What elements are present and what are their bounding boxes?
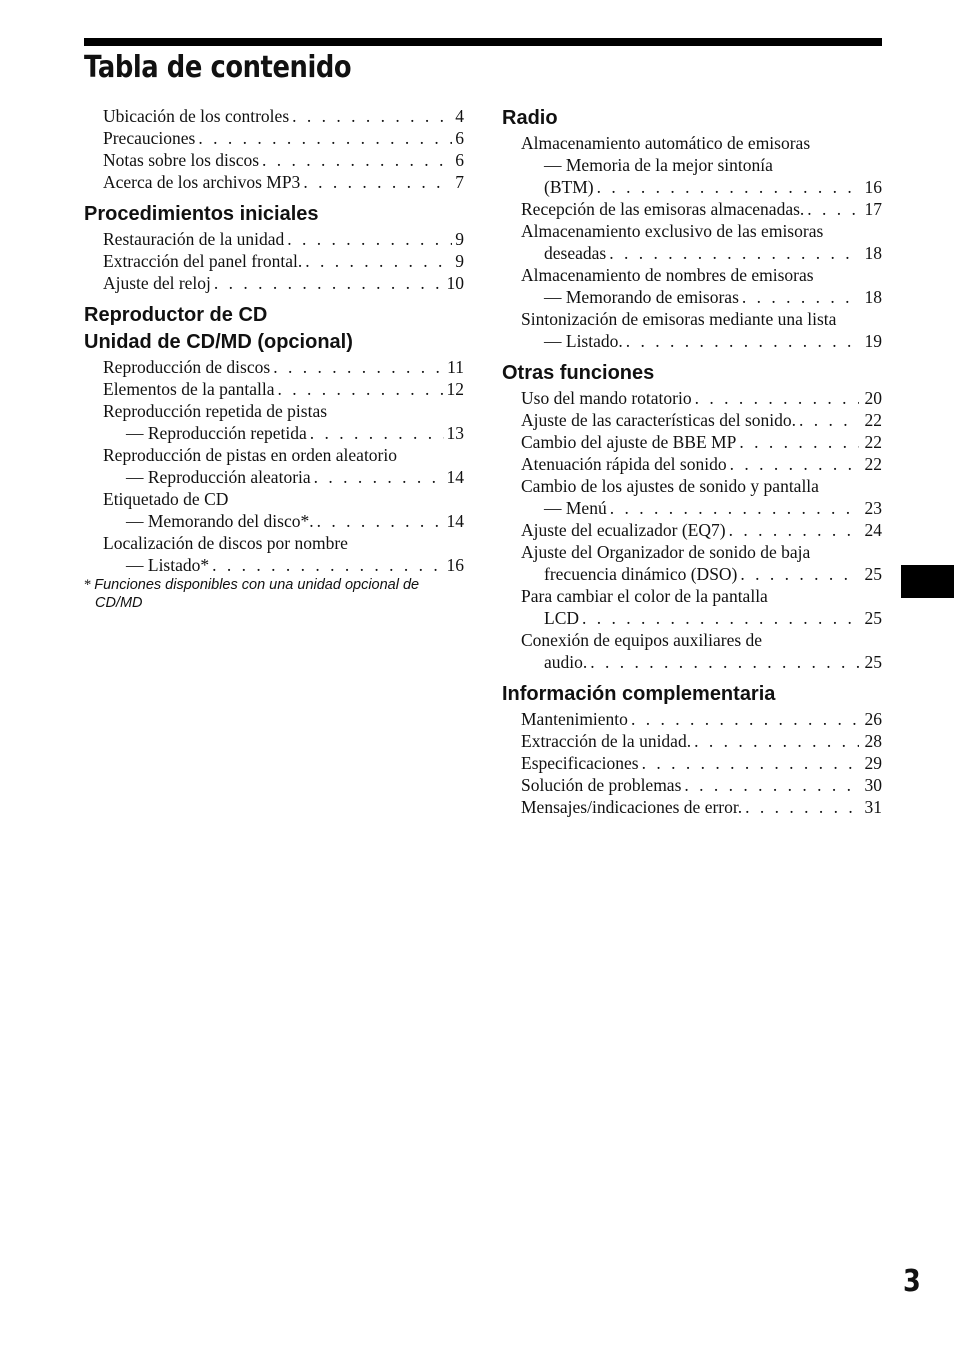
footnote-text: CD/MD [95, 595, 143, 611]
toc-entry[interactable]: Ubicación de los controles . . . 4 [103, 105, 464, 127]
page-ref: 7 [455, 172, 464, 192]
procedimientos-entries [84, 228, 464, 294]
page-ref: 14 [446, 511, 464, 531]
toc-entry[interactable]: Extracción del panel frontal. . . . 9 [103, 250, 464, 272]
toc-entry[interactable]: Ajuste del ecualizador (EQ7) . . . 24 [521, 519, 882, 541]
page-ref: 22 [864, 410, 882, 430]
toc-entry[interactable]: Ajuste del Organizador de sonido de baja frecuencia dinámico (DSO) . . . 25 [521, 541, 882, 585]
title-rule [84, 38, 882, 46]
toc-entry[interactable]: Especificaciones . . . 29 [521, 752, 882, 774]
page-ref: 6 [455, 128, 464, 148]
section-heading-otras-funciones: Otras funciones [502, 362, 655, 384]
otras-entries [502, 387, 882, 673]
section-heading-informacion: Información complementaria [502, 683, 776, 705]
page-ref: 16 [864, 177, 882, 197]
heading-line: Reproductor de CD [84, 304, 268, 326]
reproductor-entries [84, 356, 464, 576]
toc-entry[interactable]: Ajuste del reloj . . . 10 [103, 272, 464, 294]
page-ref: 28 [864, 731, 882, 751]
footnote [84, 576, 464, 612]
toc-entry[interactable]: Almacenamiento de nombres de emisoras — Memorando de emisoras . . . 18 [521, 264, 882, 308]
page-ref: 25 [864, 608, 882, 628]
section-tab-marker [901, 565, 954, 598]
page-ref: 12 [446, 379, 464, 399]
page-ref: 22 [864, 432, 882, 452]
page-ref: 16 [446, 555, 464, 575]
toc-entry[interactable]: Conexión de equipos auxiliares de audio. . . . 25 [521, 629, 882, 673]
page-ref: 9 [455, 229, 464, 249]
toc-entry[interactable]: Atenuación rápida del sonido . . . 22 [521, 453, 882, 475]
toc-entry[interactable]: Sintonización de emisoras mediante una lista — Listado. . . . 19 [521, 308, 882, 352]
intro-entries [84, 105, 464, 193]
page-ref: 31 [864, 797, 882, 817]
toc-entry[interactable]: Extracción de la unidad. . . . 28 [521, 730, 882, 752]
heading-line: Unidad de CD/MD (opcional) [84, 331, 353, 353]
toc-right-column [502, 105, 882, 818]
toc-entry[interactable]: Mensajes/indicaciones de error. . . . 31 [521, 796, 882, 818]
info-entries [502, 708, 882, 818]
page-ref: 6 [455, 150, 464, 170]
toc-entry[interactable]: Para cambiar el color de la pantalla LCD . . . 25 [521, 585, 882, 629]
toc-entry[interactable]: Cambio del ajuste de BBE MP . . . 22 [521, 431, 882, 453]
page-ref: 19 [864, 331, 882, 351]
toc-entry[interactable]: Etiquetado de CD — Memorando del disco*. . . . 14 [103, 488, 464, 532]
section-heading-radio: Radio [502, 107, 558, 129]
toc-entry[interactable]: Reproducción de pistas en orden aleatorio — Reproducción aleatoria . . . 14 [103, 444, 464, 488]
page-ref: 10 [446, 273, 464, 293]
toc-entry[interactable]: Elementos de la pantalla . . . 12 [103, 378, 464, 400]
section-heading-procedimientos: Procedimientos iniciales [84, 203, 319, 225]
toc-entry[interactable]: Mantenimiento . . . 26 [521, 708, 882, 730]
toc-entry[interactable]: Recepción de las emisoras almacenadas. . . . 17 [521, 198, 882, 220]
page-ref: 9 [455, 251, 464, 271]
page-ref: 13 [446, 423, 464, 443]
toc-entry[interactable]: Reproducción de discos . . . 11 [103, 356, 464, 378]
toc-entry[interactable]: Cambio de los ajustes de sonido y pantalla — Menú . . . 23 [521, 475, 882, 519]
page-ref: 24 [864, 520, 882, 540]
page-ref: 23 [864, 498, 882, 518]
radio-entries [502, 132, 882, 352]
page-ref: 26 [864, 709, 882, 729]
toc-entry[interactable]: Solución de problemas . . . 30 [521, 774, 882, 796]
page-ref: 22 [864, 454, 882, 474]
page-ref: 18 [864, 243, 882, 263]
toc-entry[interactable]: Precauciones . . . 6 [103, 127, 464, 149]
toc-entry[interactable]: Ajuste de las características del sonido. . . . 22 [521, 409, 882, 431]
toc-left-column [84, 105, 464, 612]
page-ref: 25 [864, 564, 882, 584]
page-ref: 20 [864, 388, 882, 408]
page-title: Tabla de contenido [84, 50, 352, 85]
page-ref: 29 [864, 753, 882, 773]
page-ref: 11 [447, 357, 464, 377]
toc-entry[interactable]: Localización de discos por nombre — Listado* . . . 16 [103, 532, 464, 576]
page-ref: 17 [864, 199, 882, 219]
section-heading-reproductor [84, 302, 464, 356]
page-ref: 14 [446, 467, 464, 487]
page-ref: 30 [864, 775, 882, 795]
page-ref: 25 [864, 652, 882, 672]
toc-entry[interactable]: Almacenamiento automático de emisoras — Memoria de la mejor sintonía (BTM) . . . 16 [521, 132, 882, 198]
page-ref: 18 [864, 287, 882, 307]
page-number: 3 [903, 1264, 921, 1299]
toc-entry[interactable]: Uso del mando rotatorio . . . 20 [521, 387, 882, 409]
toc-entry[interactable]: Acerca de los archivos MP3 . . . 7 [103, 171, 464, 193]
toc-entry[interactable]: Reproducción repetida de pistas — Reproducción repetida . . . 13 [103, 400, 464, 444]
footnote-text: Funciones disponibles con una unidad opcional de [94, 577, 420, 593]
page-ref: 4 [455, 106, 464, 126]
footnote-mark: * [84, 577, 92, 593]
toc-entry[interactable]: Almacenamiento exclusivo de las emisoras deseadas . . . 18 [521, 220, 882, 264]
toc-entry[interactable]: Notas sobre los discos . . . 6 [103, 149, 464, 171]
toc-entry[interactable]: Restauración de la unidad . . . 9 [103, 228, 464, 250]
